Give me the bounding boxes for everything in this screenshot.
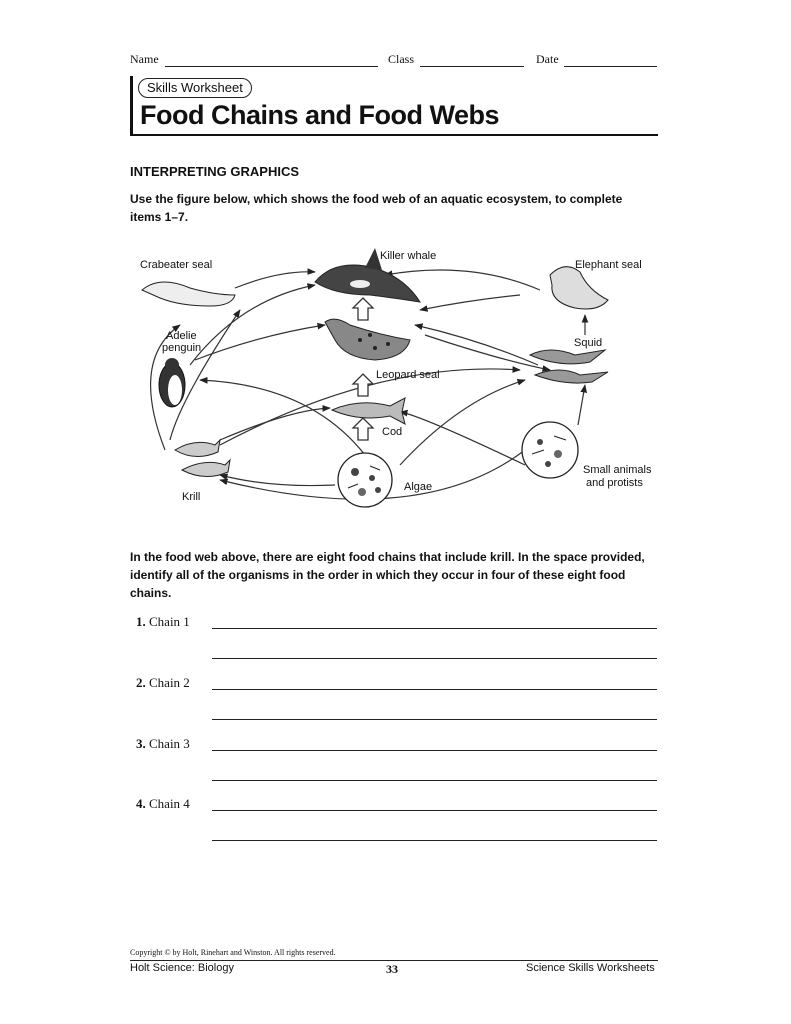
chain-1-text: Chain 1: [149, 614, 190, 629]
title-block: [130, 76, 658, 136]
title-rule: [130, 134, 658, 136]
arrow-penguin-to-leopard: [195, 325, 325, 360]
chain-4-number: 4.: [136, 796, 146, 811]
up-arrow-algae-to-cod: [353, 418, 373, 440]
chain-1-label: [136, 614, 190, 630]
footer-rule: [130, 960, 658, 961]
food-web-diagram: [120, 240, 660, 530]
chain-1-number: 1.: [136, 614, 146, 629]
label-adelie-penguin-2: penguin: [162, 342, 202, 354]
chain-2-number: 2.: [136, 675, 146, 690]
chain-4-text: Chain 4: [149, 796, 190, 811]
chain-4-label: [136, 796, 190, 812]
arrow-protists-to-squid: [578, 385, 585, 425]
food-web-figure: [120, 240, 660, 530]
crabeater-seal-icon: [142, 282, 235, 306]
chain-2-answer-line-2[interactable]: [212, 719, 657, 720]
section-heading: INTERPRETING GRAPHICS: [130, 164, 300, 179]
arrow-crabeater-to-whale: [235, 272, 315, 288]
chain-3-number: 3.: [136, 736, 146, 751]
chain-2-text: Chain 2: [149, 675, 190, 690]
page-number: 33: [386, 962, 398, 976]
chain-3-answer-line-2[interactable]: [212, 780, 657, 781]
leopard-seal-icon: [325, 319, 410, 360]
label-krill: Krill: [182, 491, 201, 503]
squid-icon: [530, 350, 608, 383]
label-squid: Squid: [574, 337, 603, 349]
date-label: Date: [536, 52, 559, 66]
cod-icon: [332, 398, 405, 424]
worksheet-tag: Skills Worksheet: [138, 78, 252, 98]
chain-3-label: [136, 736, 190, 752]
footer-left: Holt Science: Biology: [130, 962, 234, 974]
chain-4-answer-line-2[interactable]: [212, 840, 657, 841]
arrow-squid-to-leopard: [415, 325, 538, 365]
chain-1-answer-line-1[interactable]: [212, 628, 657, 629]
name-field[interactable]: [165, 66, 378, 67]
label-algae: Algae: [404, 481, 433, 493]
label-killer-whale: Killer whale: [380, 250, 437, 262]
algae-icon: [338, 453, 392, 507]
elephant-seal-icon: [550, 267, 608, 309]
label-leopard-seal: Leopard seal: [376, 369, 440, 381]
up-arrow-leopard-to-whale: [353, 298, 373, 320]
page-title: Food Chains and Food Webs: [140, 100, 499, 130]
chain-2-label: [136, 675, 190, 691]
copyright: Copyright © by Holt, Rinehart and Winston. All rights reserved.: [130, 948, 336, 957]
class-field[interactable]: [420, 66, 524, 67]
chain-3-text: Chain 3: [149, 736, 190, 751]
title-bar: [130, 76, 133, 136]
class-label: Class: [388, 52, 415, 66]
label-small-animals-2: and protists: [586, 477, 643, 489]
adelie-penguin-icon: [159, 358, 185, 407]
arrow-algae-to-squid: [400, 380, 525, 465]
krill-icon: [175, 440, 230, 477]
label-crabeater-seal: Crabeater seal: [140, 259, 213, 271]
arrow-krill-to-cod: [220, 408, 330, 440]
arrow-leopard-to-squid-link: [425, 335, 550, 370]
chain-1-answer-line-2[interactable]: [212, 658, 657, 659]
arrow-protists-to-cod: [400, 412, 525, 465]
chain-3-answer-line-1[interactable]: [212, 750, 657, 751]
label-elephant-seal: Elephant seal: [575, 259, 642, 271]
chain-2-answer-line-1[interactable]: [212, 689, 657, 690]
footer-right: Science Skills Worksheets: [526, 962, 655, 974]
chain-4-answer-line-1[interactable]: [212, 810, 657, 811]
label-cod: Cod: [382, 426, 403, 438]
small-animals-icon: [522, 422, 578, 478]
label-small-animals-1: Small animals: [583, 464, 652, 476]
date-field[interactable]: [564, 66, 657, 67]
name-label: Name: [130, 52, 159, 66]
label-adelie-penguin-1: Adelie: [166, 330, 197, 342]
question-text: In the food web above, there are eight food chains that include krill. In the space provided, identify all of the organisms in the order in which they occur in four of these eight food chains.: [130, 550, 645, 600]
instructions: Use the figure below, which shows the food web of an aquatic ecosystem, to complete items 1–7.: [130, 192, 623, 224]
arrow-elephant-to-leopard: [420, 295, 520, 310]
